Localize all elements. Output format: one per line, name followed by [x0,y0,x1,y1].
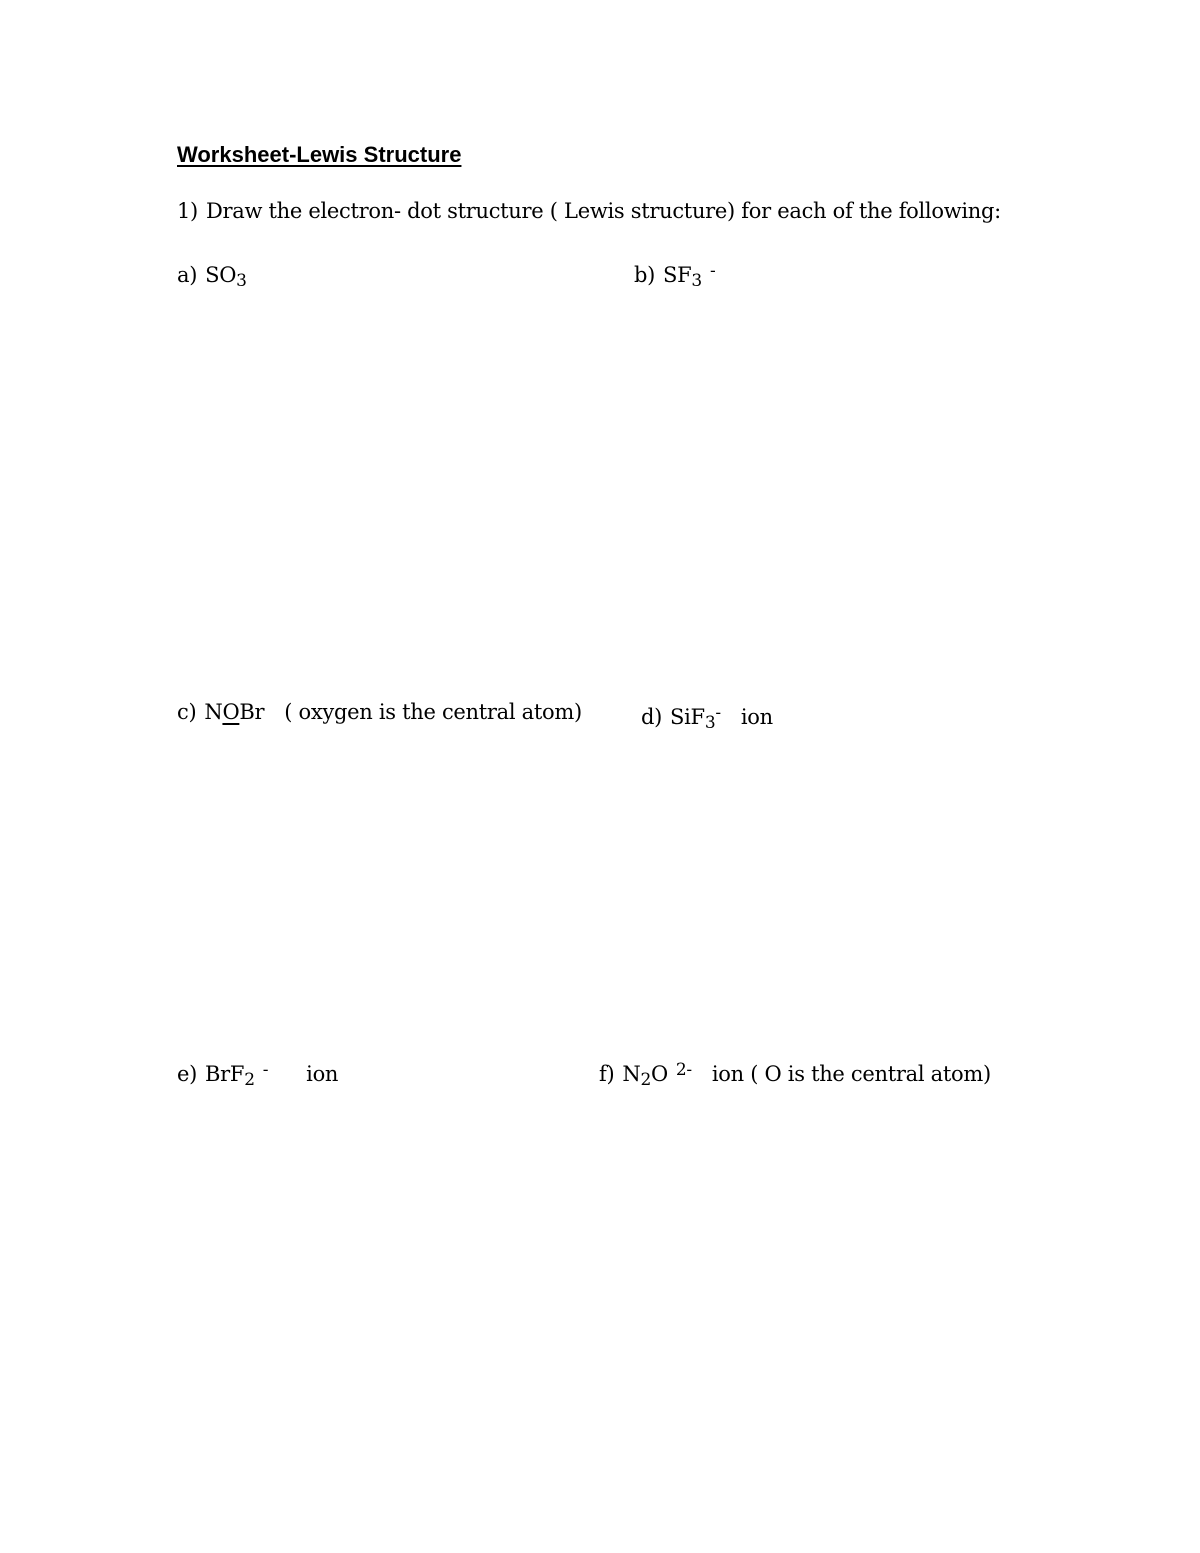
item-note: ion ( O is the central atom) [711,1062,991,1086]
formula-main: BrF [205,1062,245,1086]
formula-pre: N [204,700,223,724]
item-letter: b) [634,263,656,287]
formula-main: SF [663,263,692,287]
charge-superscript: 2- [675,1060,692,1080]
formula-post: O [650,1062,668,1086]
question-number: 1) [177,199,198,223]
item-e [177,1060,339,1090]
charge-superscript: - [262,1060,269,1080]
formula-subscript: 2 [244,1070,255,1090]
item-a [177,263,247,291]
formula-subscript: 3 [691,271,702,291]
item-suffix: ion [740,705,773,729]
item-f [599,1060,991,1090]
central-atom-underlined: O [222,700,240,724]
item-letter: a) [177,263,198,287]
item-letter: c) [177,700,197,724]
item-suffix: ion [306,1062,339,1086]
item-letter: d) [641,705,663,729]
question-prompt: Draw the electron- dot structure ( Lewis structure) for each of the following: [205,199,1001,223]
formula-subscript: 2 [640,1070,651,1090]
item-letter: e) [177,1062,198,1086]
formula-main: N [622,1062,641,1086]
charge-superscript: - [715,703,721,723]
question-1 [177,199,1001,223]
charge-superscript: - [709,261,716,281]
formula-post: Br [239,700,265,724]
item-letter: f) [599,1062,615,1086]
formula-main: SO [205,263,237,287]
item-c [177,700,582,724]
item-note: ( oxygen is the central atom) [284,700,582,724]
worksheet-title: Worksheet-Lewis Structure [177,142,462,167]
formula-subscript: 3 [704,713,716,733]
formula-main: SiF [670,705,705,729]
item-b [634,261,716,291]
item-d [641,703,773,733]
formula-subscript: 3 [236,271,247,291]
